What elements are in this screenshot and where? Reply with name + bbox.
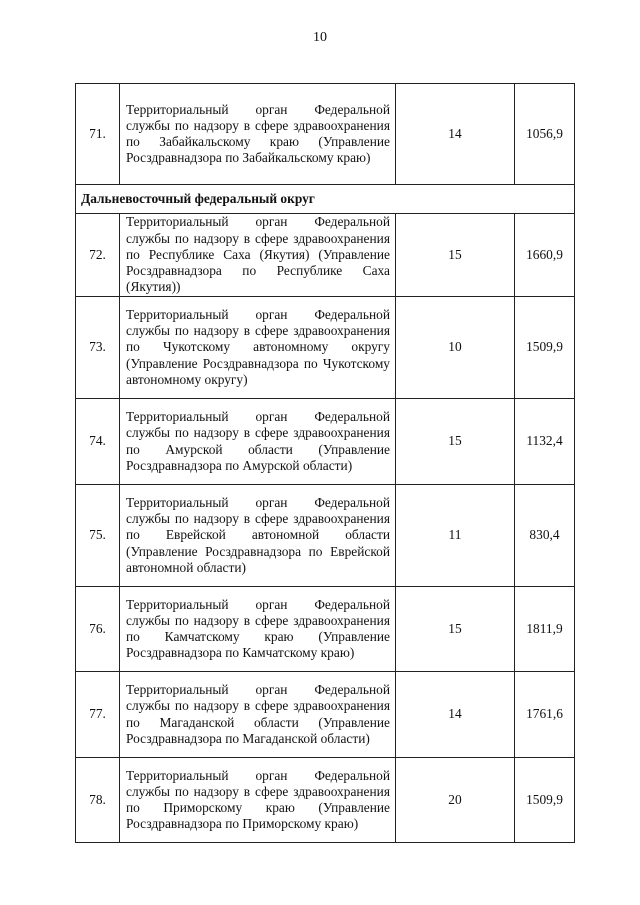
staff-count: 11 [396, 485, 515, 587]
row-number: 71. [76, 84, 120, 185]
agency-name: Территориальный орган Федеральной службы по надзору в сфере здравоохранения по Чукотскому автономному округу (Управление Росздравнадзора по Чукотскому автономному округу) [120, 297, 396, 399]
agency-name: Территориальный орган Федеральной службы по надзору в сфере здравоохранения по Республике Саха (Якутия) (Управление Росздравнадзора по Республике Саха (Якутия)) [120, 214, 396, 297]
row-number: 73. [76, 297, 120, 399]
district-heading: Дальневосточный федеральный округ [76, 185, 575, 214]
row-number: 75. [76, 485, 120, 587]
row-number: 78. [76, 758, 120, 843]
amount-value: 1761,6 [515, 672, 575, 758]
table-row [76, 399, 575, 485]
amount-value: 830,4 [515, 485, 575, 587]
row-number: 76. [76, 587, 120, 672]
row-number: 77. [76, 672, 120, 758]
agencies-table [75, 83, 575, 843]
staff-count: 15 [396, 399, 515, 485]
table-row [76, 587, 575, 672]
row-number: 72. [76, 214, 120, 297]
amount-value: 1132,4 [515, 399, 575, 485]
district-heading-row [76, 185, 575, 214]
amount-value: 1509,9 [515, 758, 575, 843]
agency-name: Территориальный орган Федеральной службы по надзору в сфере здравоохранения по Камчатскому краю (Управление Росздравнадзора по Камчатскому краю) [120, 587, 396, 672]
page-number: 10 [313, 30, 327, 45]
row-number: 74. [76, 399, 120, 485]
staff-count: 14 [396, 672, 515, 758]
amount-value: 1660,9 [515, 214, 575, 297]
amount-value: 1056,9 [515, 84, 575, 185]
agency-name: Территориальный орган Федеральной службы по надзору в сфере здравоохранения по Магаданской области (Управление Росздравнадзора по Магаданской области) [120, 672, 396, 758]
agency-name: Территориальный орган Федеральной службы по надзору в сфере здравоохранения по Забайкальскому краю (Управление Росздравнадзора по Забайкальскому краю) [120, 84, 396, 185]
agency-name: Территориальный орган Федеральной службы по надзору в сфере здравоохранения по Еврейской автономной области (Управление Росздравнадзора по Еврейской автономной области) [120, 485, 396, 587]
staff-count: 10 [396, 297, 515, 399]
table-row [76, 214, 575, 297]
table-row [76, 672, 575, 758]
table-row [76, 485, 575, 587]
staff-count: 14 [396, 84, 515, 185]
amount-value: 1811,9 [515, 587, 575, 672]
agency-name: Территориальный орган Федеральной службы по надзору в сфере здравоохранения по Приморскому краю (Управление Росздравнадзора по Приморскому краю) [120, 758, 396, 843]
amount-value: 1509,9 [515, 297, 575, 399]
staff-count: 15 [396, 587, 515, 672]
table-row [76, 758, 575, 843]
staff-count: 15 [396, 214, 515, 297]
agency-name: Территориальный орган Федеральной службы по надзору в сфере здравоохранения по Амурской области (Управление Росздравнадзора по Амурской области) [120, 399, 396, 485]
staff-count: 20 [396, 758, 515, 843]
table-row [76, 297, 575, 399]
table-row [76, 84, 575, 185]
